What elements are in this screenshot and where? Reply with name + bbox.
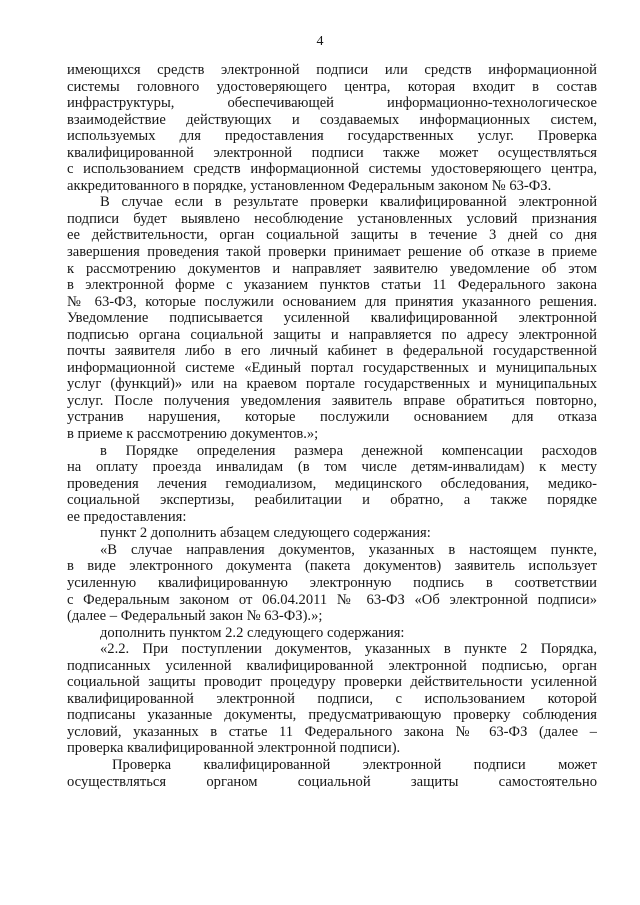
- text-line: почты заявителя либо в его личный кабинет в федеральной государственной: [67, 343, 597, 360]
- text-line: в Порядке определения размера денежной компенсации расходов: [100, 442, 597, 459]
- text-line: на оплату проезда инвалидам (в том числе детям-инвалидам) к месту: [67, 459, 597, 476]
- text-line: в приеме к рассмотрению документов.»;: [67, 426, 319, 443]
- text-line: ее действительности, орган социальной защиты в течение 3 дней со дня: [67, 227, 597, 244]
- text-line: «2.2. При поступлении документов, указанных в пункте 2 Порядка,: [100, 641, 597, 658]
- text-line: проведения лечения гемодиализом, медицинского обследования, медико-: [67, 475, 597, 492]
- text-line: ее предоставления:: [67, 508, 187, 525]
- text-line: квалифицированной электронной подписи, с использованием которой: [67, 690, 597, 707]
- text-line: подписи будет выявлено несоблюдение установленных условий признания: [67, 210, 597, 227]
- text-line: в электронной форме с указанием пунктов статьи 11 Федерального закона: [67, 277, 597, 294]
- text-line: взаимодействие действующих и создаваемых информационных систем,: [67, 111, 597, 128]
- text-line: подписью органа социальной защиты и направляется по адресу электронной: [67, 326, 597, 343]
- text-line: к рассмотрению документов и направляет заявителю уведомление об этом: [67, 260, 597, 277]
- text-line: социальной экспертизы, реабилитации и обратно, а также порядке: [67, 492, 597, 509]
- body-text: [67, 62, 597, 790]
- text-line: проверка квалифицированной электронной подписи).: [67, 740, 401, 757]
- text-line: квалифицированной электронной подписи также может осуществляться: [67, 144, 597, 161]
- text-line: с Федеральным законом от 06.04.2011 № 63-ФЗ «Об электронной подписи»: [67, 591, 597, 608]
- text-line: используемых для предоставления государственных услуг. Проверка: [67, 128, 597, 145]
- text-line: подписанных усиленной квалифицированной электронной подписью, орган: [67, 657, 597, 674]
- text-line: аккредитованного в порядке, установленном Федеральным законом № 63-ФЗ.: [67, 177, 552, 194]
- text-line: условий, указанных в статье 11 Федерального закона № 63-ФЗ (далее –: [67, 723, 597, 740]
- text-line: услуг. После получения уведомления заявитель вправе обратиться повторно,: [67, 392, 597, 409]
- text-line: дополнить пунктом 2.2 следующего содержания:: [100, 624, 405, 641]
- text-line: (далее – Федеральный закон № 63-ФЗ).»;: [67, 608, 323, 625]
- text-line: усиленную квалифицированную электронную подпись в соответствии: [67, 574, 597, 591]
- text-line: пункт 2 дополнить абзацем следующего содержания:: [100, 525, 431, 542]
- text-line: подписаны указанные документы, предусматривающую проверку соблюдения: [67, 707, 597, 724]
- text-line: Уведомление подписывается усиленной квалифицированной электронной: [67, 310, 597, 327]
- text-line: Проверка квалифицированной электронной подписи может: [112, 756, 597, 773]
- text-line: системы головного удостоверяющего центра, которая входит в состав: [67, 78, 597, 95]
- text-line: в виде электронного документа (пакета документов) заявитель использует: [67, 558, 597, 575]
- text-line: информационной системе «Единый портал государственных и муниципальных: [67, 359, 597, 376]
- text-line: завершения проведения такой проверки принимает решение об отказе в приеме: [67, 244, 597, 261]
- text-line: с использованием средств информационной системы удостоверяющего центра,: [67, 161, 597, 178]
- text-line: инфраструктуры, обеспечивающей информационно-технологическое: [67, 95, 597, 112]
- text-line: устранив нарушения, которые послужили основанием для отказа: [67, 409, 597, 426]
- text-line: услуг (функций)» или на краевом портале государственных и муниципальных: [67, 376, 597, 393]
- text-line: № 63-ФЗ, которые послужили основанием для принятия указанного решения.: [67, 293, 597, 310]
- page-number: 4: [316, 34, 324, 49]
- text-line: имеющихся средств электронной подписи или средств информационной: [67, 62, 597, 78]
- text-line: «В случае направления документов, указанных в настоящем пункте,: [100, 541, 597, 558]
- text-line: В случае если в результате проверки квалифицированной электронной: [100, 194, 597, 211]
- text-line: социальной защиты проводит процедуру проверки действительности усиленной: [67, 674, 597, 691]
- text-line: осуществляться органом социальной защиты самостоятельно: [67, 773, 597, 790]
